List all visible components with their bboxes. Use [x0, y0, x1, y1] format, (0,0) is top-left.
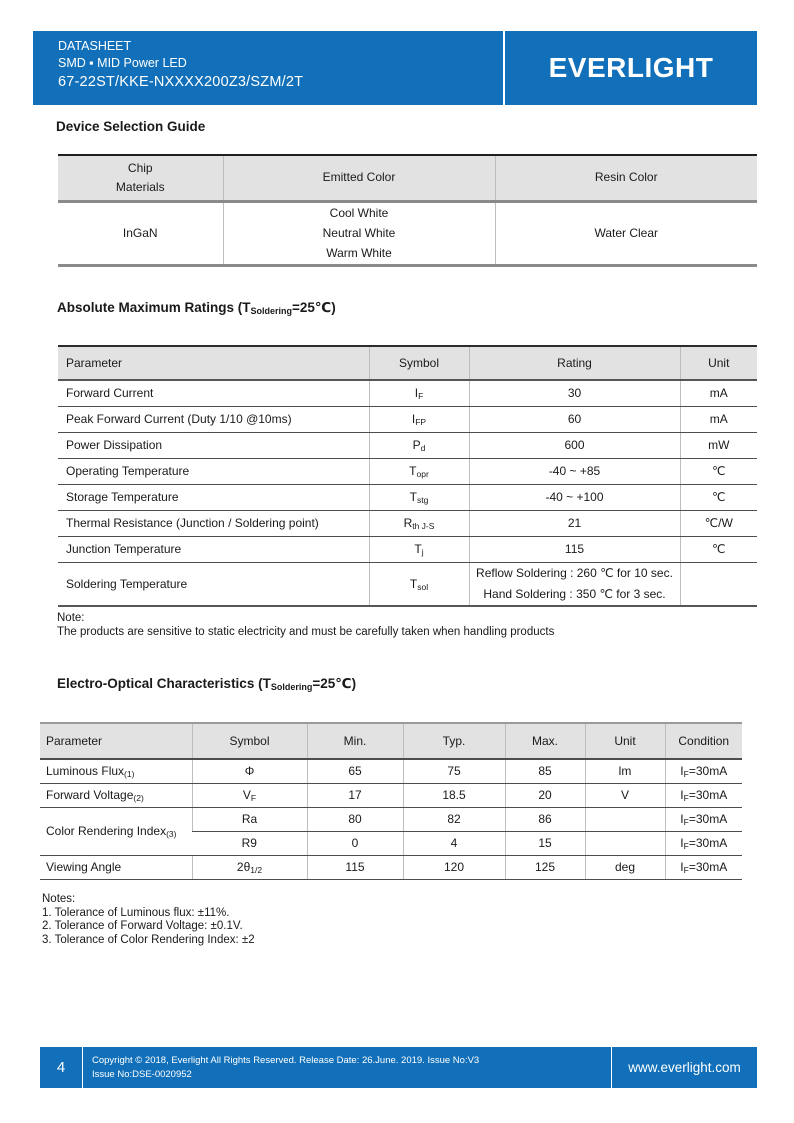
device-selection-table [58, 154, 757, 267]
website-link[interactable]: www.everlight.com [628, 1060, 741, 1075]
col-symbol: Symbol [192, 723, 307, 759]
col-parameter: Parameter [58, 346, 369, 380]
table-row: R9 0 4 15 $I_F=30mA$ [40, 831, 742, 855]
col-parameter: Parameter [40, 723, 192, 759]
table-row: Viewing Angle $2\theta_{1/2}$ 115 120 125 deg $I_F=30mA$ [40, 855, 742, 879]
col-min: Min. [307, 723, 403, 759]
note-item: 3. Tolerance of Color Rendering Index: ±2 [42, 933, 255, 946]
chip-material-cell: InGaN [58, 201, 223, 265]
datasheet-label: DATASHEET [58, 39, 132, 53]
table-row: Junction Temperature $T_j$ 115 ℃ [58, 536, 757, 562]
product-line: SMD ▪ MID Power LED [58, 56, 187, 70]
electro-optical-table [40, 722, 742, 880]
col-unit: Unit [585, 723, 665, 759]
footer-bar [40, 1047, 757, 1088]
table-row: Color Rendering Index(3) Ra 80 82 86 $I_F=30mA$ [40, 807, 742, 831]
table-row: Power Dissipation $P_d$ 600 mW [58, 432, 757, 458]
emitted-color-cell: Cool White Neutral White Warm White [223, 201, 495, 265]
table-row: Soldering Temperature $T_{sol}$ Reflow Soldering : 260 ℃ for 10 sec. Hand Soldering : 350 ℃ for 3 sec. [58, 562, 757, 606]
table-row: Storage Temperature $T_{stg}$ -40 ~ +100 ℃ [58, 484, 757, 510]
note-label: Note: [57, 612, 85, 624]
table-row: Forward Current $I_F$ 30 mA [58, 380, 757, 406]
note-item: 2. Tolerance of Forward Voltage: ±0.1V. [42, 920, 243, 932]
col-rating: Rating [469, 346, 680, 380]
header-text-block [58, 38, 303, 93]
table-row: Luminous Flux(1) Φ 65 75 85 lm $I_F=30mA$ [40, 759, 742, 783]
notes-label: Notes: [42, 893, 76, 905]
col-max: Max. [505, 723, 585, 759]
header-bar [33, 31, 757, 105]
col-typ: Typ. [403, 723, 505, 759]
eo-header-row [40, 723, 742, 759]
col-condition: Condition [665, 723, 742, 759]
abs-max-title: Absolute Maximum Ratings $(T_{Soldering}=25℃)$ [57, 300, 336, 316]
part-number: 67-22ST/KKE-NXXXX200Z3/SZM/2T [58, 74, 304, 90]
abs-max-table [58, 345, 757, 607]
table-row [58, 201, 757, 265]
col-emitted-color: Emitted Color [223, 155, 495, 201]
abs-max-note [57, 612, 554, 639]
electro-optical-notes [42, 893, 255, 947]
col-unit: Unit [680, 346, 757, 380]
table-row: Peak Forward Current (Duty 1/10 @10ms) $I_{FP}$ 60 mA [58, 406, 757, 432]
col-chip-materials: Chip Materials [58, 155, 223, 201]
col-resin-color: Resin Color [495, 155, 757, 201]
footer-copyright [83, 1047, 611, 1088]
device-table-header-row [58, 155, 757, 201]
copyright-line2: Issue No:DSE-0020952 [92, 1068, 192, 1080]
page-number: 4 [56, 1059, 66, 1076]
everlight-logo: EVERLIGHT [548, 52, 714, 83]
note-item: 1. Tolerance of Luminous flux: ±11%. [42, 906, 230, 919]
copyright-line1: Copyright © 2018, Everlight All Rights Reserved. Release Date: 26.June. 2019. Issue No:V3 [92, 1054, 480, 1066]
device-selection-title: Device Selection Guide [56, 119, 206, 134]
abs-max-header-row [58, 346, 757, 380]
table-row: Forward Voltage(2) $V_F$ 17 18.5 20 V $I_F=30mA$ [40, 783, 742, 807]
electro-optical-title: Electro-Optical Characteristics $(T_{Soldering}=25℃)$ [57, 676, 357, 692]
resin-color-cell: Water Clear [495, 201, 757, 265]
table-row: Operating Temperature $T_{opr}$ -40 ~ +85 ℃ [58, 458, 757, 484]
table-row: Thermal Resistance (Junction / Soldering point) $R_{th J-S}$ 21 ℃/W [58, 510, 757, 536]
col-symbol: Symbol [369, 346, 469, 380]
note-text: The products are sensitive to static electricity and must be carefully taken when handling products [57, 625, 555, 638]
